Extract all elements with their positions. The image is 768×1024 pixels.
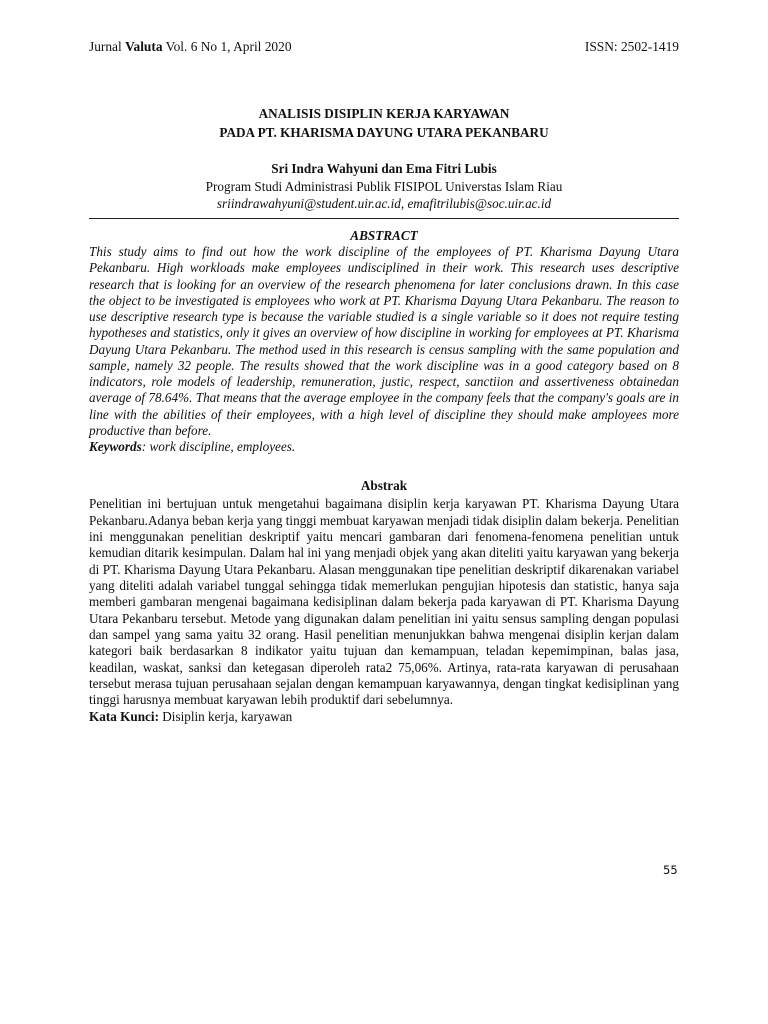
author-names: Sri Indra Wahyuni dan Ema Fitri Lubis (271, 161, 497, 176)
page-number: 55 (663, 863, 678, 877)
journal-citation (89, 38, 292, 56)
running-header (89, 38, 679, 56)
journal-name: Valuta (125, 39, 163, 54)
journal-issue: Vol. 6 No 1, April 2020 (162, 39, 292, 54)
keywords-id-values: Disiplin kerja, karyawan (158, 708, 293, 724)
author-emails: sriindrawahyuni@student.uir.ac.id, emafitrilubis@soc.uir.ac.id (216, 196, 552, 211)
journal-prefix: Jurnal (89, 39, 126, 54)
paper-title (89, 104, 679, 142)
issn: ISSN: 2502-1419 (584, 39, 679, 54)
abstract-id-body: Penelitian ini bertujuan untuk mengetahui bagaimana disiplin kerja karyawan PT. Kharisma Dayung Utara Pekanbaru.Adanya beban kerja yang tinggi membuat karyawan menjadi tidak disiplin dalam bekerja. Penelitian ini menggunakan penelitian deskriptif yaitu mencari gambaran dari fenomena-fenomena penelitian untuk kemudian ditarik kesimpulan. Dalam hal ini yang menjadi objek yang akan diteliti yaitu karyawan yang bekerja di PT. Kharisma Dayung Utara Pekanbaru. Alasan menggunakan tipe penelitian deskriptif dikarenakan variabel yang diteliti adalah variabel tunggal sehingga tidak memerlukan pengujian hipotesis dan statistic, hanya saja memberi gambaran mengenai bagaimana kedisiplinan dalam bekerja pada karyawan di PT. Kharisma Dayung Utara Pekanbaru tersebut. Metode yang digunakan dalam penelitian ini yaitu sensus sampling dengan populasi dan sampel yang sama yaitu 32 orang. Hasil penelitian menunjukkan bahwa mengenai disiplin kerjan dalam kategori baik berdasarkan 8 indikator yaitu tujuan dan kemampuan, teladan kepemimpinan, balas jasa, keadilan, waskat, sanksi dan ketegasan diperoleh rata2 75,06%. Artinya, rata-rata karyawan di perusahaan tersebut merasa tujuan perusahaan sejalan dengan kemampuan karyawannya, dengan tingkat kedisiplinan yang tinggi harusnya membuat karyawan lebih produktif dari sebelumnya. (89, 496, 679, 708)
abstract-id-heading: Abstrak (360, 478, 408, 494)
keywords-id-label: Kata Kunci: (89, 708, 159, 724)
header-divider (89, 218, 679, 219)
document-page (89, 38, 679, 725)
abstract-en-body: This study aims to find out how the work discipline of the employees of PT. Kharisma Dayung Utara Pekanbaru. High workloads make employees undisciplined in their work. This research uses descriptive research that is looking for an overview of the research phenomena for later conclusions drawn. In this case the object to be investigated is employees who work at PT. Kharisma Dayung Utara Pekanbaru. The reason to use descriptive research type is because the variable studied is a single variable so it does not require testing hypotheses and statistics, only it gives an overview of how discipline in working for employees at PT. Kharisma Dayung Utara Pekanbaru. The method used in this research is census sampling with the same population and sample, namely 32 people. The results showed that the work discipline was in a good category based on 8 indicators, role models of leadership, remuneration, justic, respect, sanctiion and assertiveness obtainedan average of 78.64%. That means that the average employee in the company feels that the company's goals are in line with the abilities of their employees, with a high level of discipline they should make amployees more productive than before. (89, 244, 679, 438)
author-affiliation: Program Studi Administrasi Publik FISIPOL Universtas Islam Riau (205, 179, 563, 194)
keywords-en (89, 439, 679, 455)
abstract-en-heading: ABSTRACT (350, 228, 418, 243)
keywords-en-label: Keywords (89, 439, 142, 454)
keywords-en-values: : work discipline, employees. (141, 439, 296, 454)
title-line-1: ANALISIS DISIPLIN KERJA KARYAWAN (258, 106, 510, 121)
keywords-id (89, 709, 679, 725)
title-line-2: PADA PT. KHARISMA DAYUNG UTARA PEKANBARU (219, 125, 549, 140)
